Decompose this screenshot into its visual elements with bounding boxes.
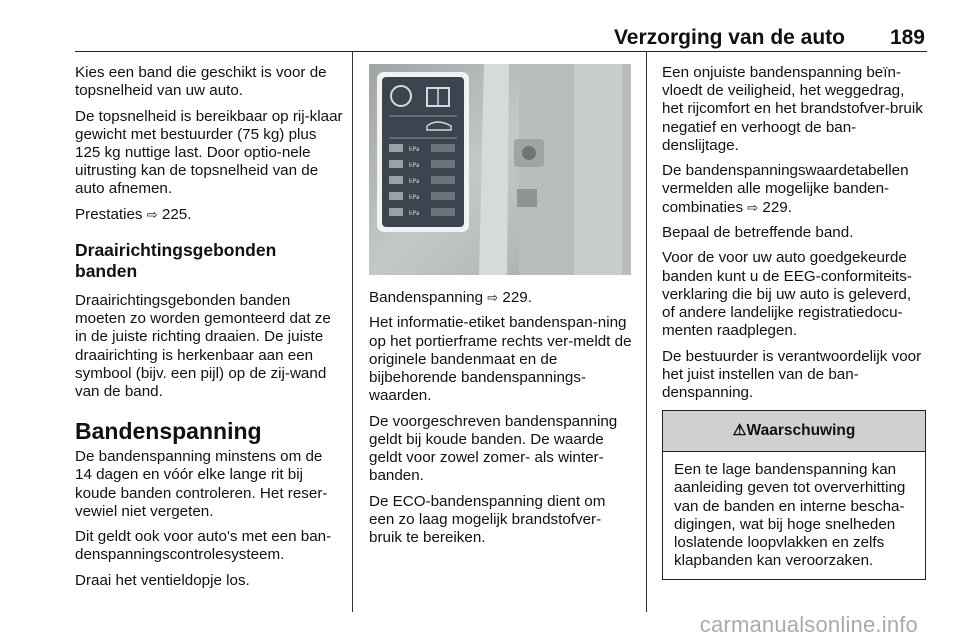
- paragraph: Draai het ventieldopje los.: [75, 571, 250, 589]
- column-right: [662, 64, 926, 580]
- watermark: carmanualsonline.info: [699, 612, 918, 637]
- paragraph: Een onjuiste bandenspanning beïn-vloedt de veiligheid, het weggedrag, het rijcomfort en het brandstofver-bruik negatief en verhoogt de ban-denslijtage.: [662, 64, 923, 154]
- label-unit: kPa: [409, 194, 420, 201]
- paragraph-text: Bandenspanning: [369, 289, 488, 306]
- paragraph: Het informatie-etiket bandenspan-ning op het portierframe rechts ver-meldt de originele bandenmaat en de bijbehorende bandenspannings-waarden.: [369, 314, 632, 405]
- warning-header: [663, 411, 925, 452]
- label-unit: kPa: [409, 210, 420, 217]
- column-middle: [369, 64, 634, 554]
- paragraph: [662, 162, 926, 217]
- arrow-icon: ⇨: [487, 290, 499, 305]
- paragraph: Draairichtingsgebonden banden moeten zo worden gemonteerd dat ze in de juiste richting draaien. De juiste draairichting is herkenbaar aan een symbool (bijv. een pijl) op de zij-wand van de band.: [75, 292, 331, 401]
- paragraph: [75, 206, 343, 224]
- column-divider-left: [352, 52, 353, 612]
- paragraph: Dit geldt ook voor auto's met een ban-denspanningscontrolesysteem.: [75, 528, 332, 564]
- paragraph: Kies een band die geschikt is voor de topsnelheid van uw auto.: [75, 64, 327, 100]
- paragraph: Voor de voor uw auto goedgekeurde banden kunt u de EEG-conformiteits-verklaring die bij uw auto is geleverd, of andere landelijke registratiedocu-menten raadplegen.: [662, 249, 912, 340]
- arrow-icon: ⇨: [146, 206, 158, 222]
- header-divider: [75, 51, 927, 52]
- warning-body: Een te lage bandenspanning kan aanleiding geven tot oververhitting van de banden en interne bescha-digingen, wat bij hoge snelheden loslatende loopvlakken en zelfs klapbanden kan veroorzaken.: [674, 461, 906, 570]
- door-frame-illustration: [369, 64, 631, 275]
- section-heading: Draairichtingsgebonden banden: [75, 240, 277, 281]
- paragraph: De bandenspanning minstens om de 14 dagen en vóór elke lange rit bij koude banden controleren. Het reser-vewiel niet vergeten.: [75, 448, 328, 520]
- paragraph: De ECO-bandenspanning dient om een zo laag mogelijk brandstofver-bruik te bereiken.: [369, 492, 606, 546]
- page-number: 189: [889, 26, 925, 49]
- page-header: [75, 26, 925, 52]
- paragraph-text: Prestaties: [75, 205, 147, 223]
- arrow-icon: ⇨: [747, 199, 759, 215]
- page-header-title: Verzorging van de auto: [613, 26, 845, 49]
- paragraph: [369, 289, 634, 307]
- page-reference[interactable]: 229.: [502, 289, 532, 306]
- paragraph: De voorgeschreven bandenspanning geldt bij koude banden. De waarde geldt voor zowel zomer- als winter-banden.: [369, 412, 618, 485]
- paragraph: De bestuurder is verantwoordelijk voor het juist instellen van de ban-denspanning.: [662, 347, 922, 401]
- label-unit: kPa: [409, 178, 420, 185]
- paragraph: Bepaal de betreffende band.: [662, 224, 854, 241]
- chapter-heading: Bandenspanning: [75, 418, 262, 445]
- paragraph-text: De bandenspanningswaardetabellen vermelden alle mogelijke banden-combinaties: [662, 162, 909, 216]
- tire-pressure-label-photo: [369, 64, 631, 275]
- column-left: [75, 64, 343, 597]
- warning-triangle-icon: ⚠: [732, 422, 747, 440]
- page-reference[interactable]: 229.: [762, 198, 792, 216]
- label-unit: kPa: [409, 146, 420, 153]
- page-reference[interactable]: 225.: [161, 205, 192, 223]
- label-unit: kPa: [409, 162, 420, 169]
- warning-title: Waarschuwing: [746, 422, 856, 440]
- column-divider-right: [646, 52, 647, 612]
- warning-box: [662, 410, 926, 580]
- paragraph: De topsnelheid is bereikbaar op rij-klaar gewicht met bestuurder (75 kg) plus 125 kg nuttige last. Door optio-nele uitrusting kan de topsnelheid van de auto afnemen.: [75, 107, 343, 198]
